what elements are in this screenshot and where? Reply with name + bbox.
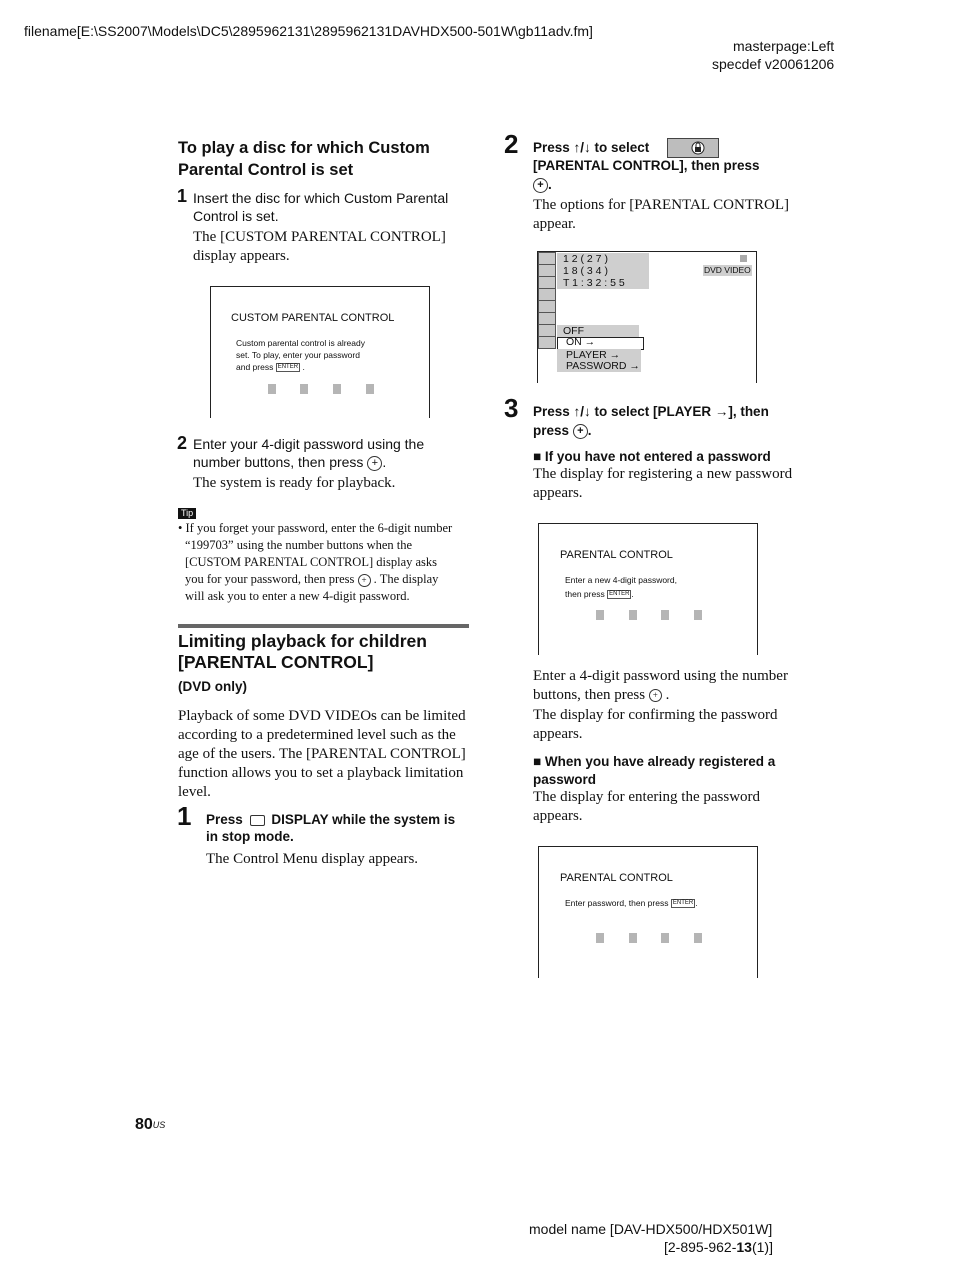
- tip-line4b: . The display: [373, 572, 439, 586]
- step3-line1: Press ↑/↓ to select [PLAYER →], then: [533, 404, 769, 419]
- password-digit-box: [366, 384, 374, 394]
- enter-password-screen: [538, 846, 758, 978]
- header-specdef: specdef v20061206: [712, 56, 835, 72]
- sub1-heading: ■ If you have not entered a password: [533, 449, 771, 464]
- new-password-screen-line2-text: then press: [565, 589, 605, 599]
- after1-line2: [533, 686, 669, 705]
- custom-step1-line1: Insert the disc for which Custom Parental: [193, 190, 449, 206]
- enter-password-screen-line1-text: Enter password, then press: [565, 898, 669, 908]
- step2-line2: [PARENTAL CONTROL], then press: [533, 158, 760, 173]
- header-masterpage: masterpage:Left: [733, 38, 835, 54]
- display-button-icon: [250, 815, 265, 826]
- enter-key-icon: ENTER: [277, 364, 299, 371]
- limiting-step1-display: DISPLAY while the system is: [271, 812, 456, 827]
- limiting-heading-line1: Limiting playback for children: [178, 631, 427, 651]
- new-password-screen: [538, 523, 758, 655]
- sub1-line2: appears.: [533, 485, 583, 501]
- custom-step1-result-line1: The [CUSTOM PARENTAL CONTROL]: [193, 229, 446, 245]
- custom-step1-number: 1: [177, 186, 188, 206]
- custom-step1-result-line2: display appears.: [193, 248, 290, 264]
- password-digit-box: [629, 933, 637, 943]
- dvd-video-label: DVD VIDEO: [704, 265, 751, 275]
- sub2-heading-line2: password: [533, 772, 597, 787]
- custom-screen-period: .: [302, 362, 305, 372]
- password-digit-box: [268, 384, 276, 394]
- enter-password-screen-line1: [565, 897, 698, 909]
- step3-period: .: [587, 423, 592, 438]
- sub2-line2: appears.: [533, 808, 583, 824]
- new-password-screen-line1: Enter a new 4-digit password,: [565, 575, 677, 585]
- page-number-region: US: [152, 1120, 166, 1130]
- limiting-step1-line1: [206, 811, 455, 828]
- custom-step2-line2-text: number buttons, then press: [193, 454, 364, 470]
- footer-code: [664, 1238, 773, 1256]
- sub2-line1: The display for entering the password: [533, 789, 761, 805]
- after1-line2-text: buttons, then press: [533, 687, 646, 703]
- password-digit-box: [596, 933, 604, 943]
- footer-code-a: [2-895-962-: [664, 1239, 737, 1255]
- menu-option-password[interactable]: PASSWORD →: [566, 360, 640, 372]
- section-divider: [178, 624, 469, 628]
- menu-side-icon: [538, 336, 556, 349]
- step2-period: .: [548, 177, 552, 192]
- limiting-heading-line2: [PARENTAL CONTROL]: [178, 652, 374, 672]
- custom-step2-period: .: [382, 454, 387, 470]
- enter-button-icon: +: [649, 689, 662, 702]
- step2-number: 2: [504, 129, 519, 159]
- step3-number: 3: [504, 393, 519, 423]
- limiting-step1-result: The Control Menu display appears.: [206, 851, 419, 867]
- menu-option-off-label: OFF: [563, 325, 584, 337]
- step2-result-line2: appear.: [533, 216, 576, 232]
- menu-option-player[interactable]: PLAYER →: [566, 349, 621, 361]
- control-menu-screen: [537, 251, 757, 383]
- after1-line1: Enter a 4-digit password using the number: [533, 668, 788, 684]
- after2-line1: The display for confirming the password: [533, 707, 778, 723]
- password-digit-box: [661, 610, 669, 620]
- custom-screen-line1: Custom parental control is already: [236, 338, 365, 348]
- custom-step1-line2: Control is set.: [193, 208, 279, 224]
- menu-status-icon: [740, 255, 747, 262]
- tip-line2: “199703” using the number buttons when the: [185, 538, 413, 552]
- limiting-para-line: age of the users. The [PARENTAL CONTROL]: [178, 746, 466, 762]
- custom-parental-screen: [210, 286, 430, 418]
- limiting-step1-press: Press: [206, 812, 243, 827]
- enter-button-icon: +: [367, 456, 382, 471]
- custom-screen-line2: set. To play, enter your password: [236, 350, 360, 360]
- limiting-para-line: function allows you to set a playback limitation: [178, 765, 464, 781]
- enter-button-icon: +: [358, 574, 371, 587]
- custom-screen-line3-text: and press: [236, 362, 274, 372]
- password-digit-box: [596, 610, 604, 620]
- menu-chapter-row: 1 8 ( 3 4 ): [563, 265, 608, 277]
- custom-screen-title: CUSTOM PARENTAL CONTROL: [231, 312, 395, 324]
- header-filename: filename[E:\SS2007\Models\DC5\2895962131\2895962131DAVHDX500-501W\gb11adv.fm]: [24, 23, 593, 39]
- sub2-heading-line1: ■ When you have already registered a: [533, 754, 776, 769]
- limiting-para-line: Playback of some DVD VIDEOs can be limited: [178, 708, 466, 724]
- password-digit-box: [661, 933, 669, 943]
- custom-heading-line1: To play a disc for which Custom: [178, 139, 430, 157]
- step2-line3: [533, 176, 552, 193]
- page-number-value: 80: [135, 1116, 153, 1133]
- page-number: [135, 1115, 165, 1135]
- tip-line3: [CUSTOM PARENTAL CONTROL] display asks: [185, 555, 438, 569]
- step3-line2-text: press: [533, 423, 570, 438]
- lock-icon: [668, 139, 718, 157]
- step2-result-line1: The options for [PARENTAL CONTROL]: [533, 197, 790, 213]
- enter-button-icon: +: [573, 424, 588, 439]
- custom-step2-line2: [193, 453, 386, 471]
- password-digit-box: [629, 610, 637, 620]
- enter-button-icon: +: [533, 178, 548, 193]
- after2-line2: appears.: [533, 726, 583, 742]
- footer-code-c: (1)]: [751, 1239, 773, 1255]
- custom-screen-line3: [236, 361, 305, 373]
- custom-step2-result: The system is ready for playback.: [193, 475, 396, 491]
- step2-line1-text: Press ↑/↓ to select: [533, 140, 650, 155]
- tip-line4: [178, 571, 452, 588]
- custom-step2-line1: Enter your 4-digit password using the: [193, 436, 425, 452]
- tip-line5: will ask you to enter a new 4-digit password.: [185, 589, 410, 603]
- enter-key-icon: ENTER: [672, 900, 694, 907]
- tip-label: Tip: [178, 508, 196, 519]
- enter-password-screen-period: .: [695, 898, 698, 908]
- limiting-subheading: (DVD only): [178, 679, 247, 694]
- password-digit-box: [694, 933, 702, 943]
- password-digit-box: [694, 610, 702, 620]
- password-digit-box: [300, 384, 308, 394]
- step3-line2: [533, 422, 592, 439]
- enter-password-screen-title: PARENTAL CONTROL: [560, 872, 673, 884]
- parental-control-icon: [667, 138, 719, 158]
- limiting-para-line: level.: [178, 784, 211, 800]
- sub1-line1: The display for registering a new password: [533, 466, 793, 482]
- new-password-screen-line2: [565, 588, 634, 600]
- limiting-step1-number: 1: [177, 801, 192, 831]
- tip-line4a: you for your password, then press: [185, 572, 355, 586]
- menu-time-row: T 1 : 3 2 : 5 5: [563, 277, 625, 289]
- tip-line1: • If you forget your password, enter the 6-digit number: [178, 521, 453, 535]
- limiting-para: [178, 707, 466, 802]
- footer-model-name: model name [DAV-HDX500/HDX501W]: [529, 1221, 773, 1237]
- custom-step2-number: 2: [177, 433, 188, 453]
- menu-option-on-label: ON →: [566, 336, 596, 348]
- enter-key-icon: ENTER: [609, 591, 630, 598]
- new-password-screen-title: PARENTAL CONTROL: [560, 549, 673, 561]
- footer-code-b: 13: [736, 1239, 752, 1255]
- tip-text: [178, 520, 452, 605]
- password-digit-box: [333, 384, 341, 394]
- step2-line1: [533, 139, 649, 156]
- custom-heading-line2: Parental Control is set: [178, 161, 354, 179]
- limiting-step1-line2: in stop mode.: [206, 829, 294, 844]
- menu-title-row: 1 2 ( 2 7 ): [563, 253, 608, 265]
- after1-period: .: [665, 687, 670, 703]
- new-password-screen-period: .: [631, 589, 634, 599]
- limiting-para-line: according to a predetermined level such as the: [178, 727, 456, 743]
